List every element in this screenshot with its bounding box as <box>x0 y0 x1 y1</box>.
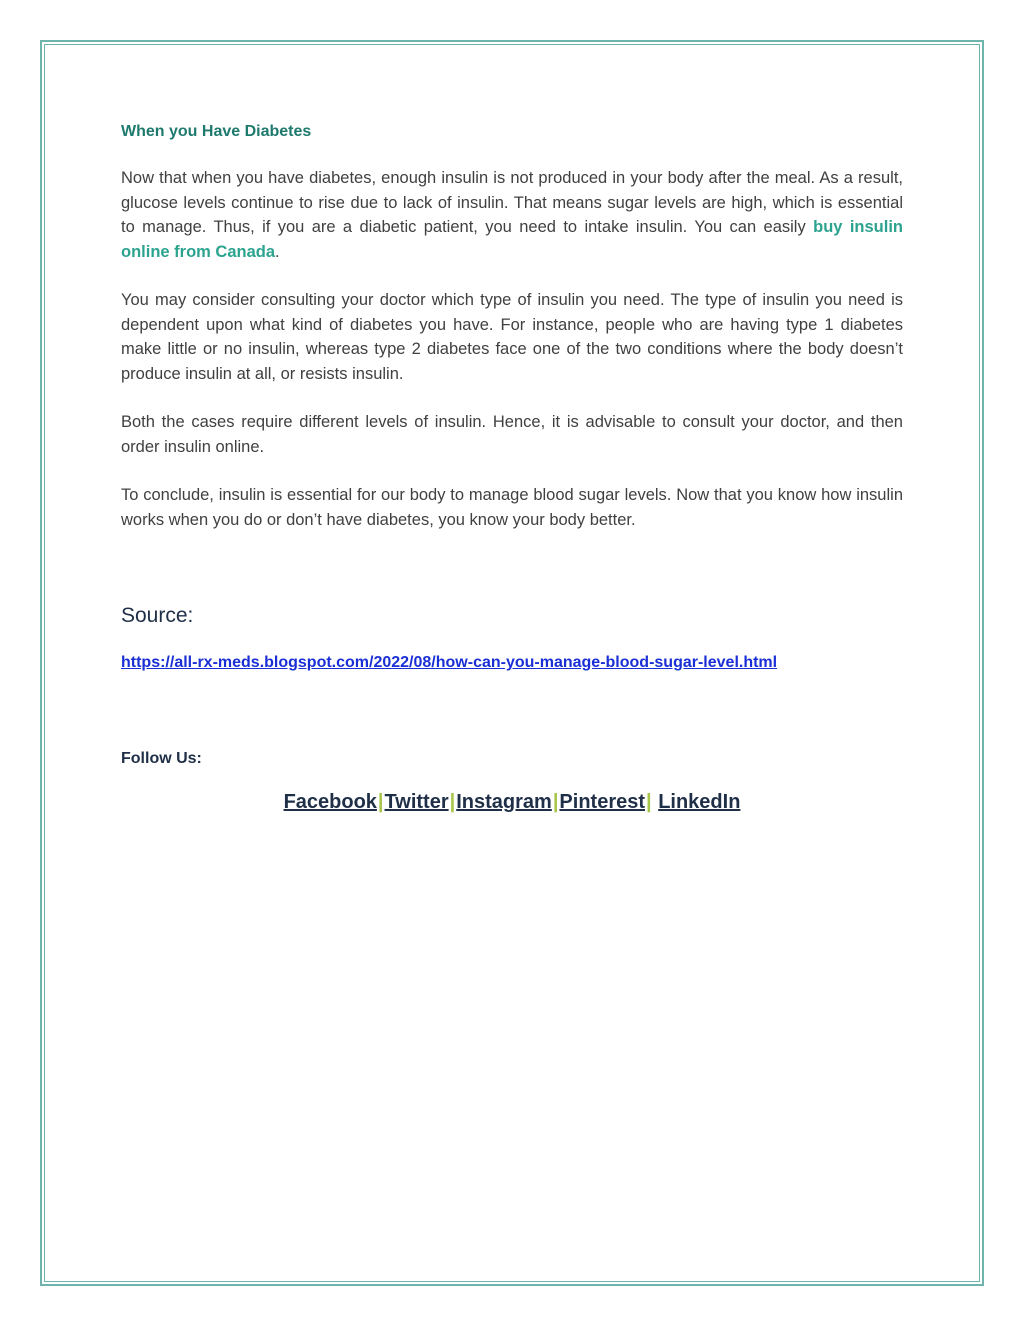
paragraph-4: To conclude, insulin is essential for our body to manage blood sugar levels. Now that you know how insulin works when you do or don’t have diabetes, you know your body better. <box>121 486 903 529</box>
section-heading: When you Have Diabetes <box>121 123 312 140</box>
paragraph-3: Both the cases require different levels of insulin. Hence, it is advisable to consult your doctor, and then order insulin online. <box>121 413 903 456</box>
buy-insulin-link[interactable]: buy insulin online from Canada <box>121 218 903 261</box>
separator: | <box>449 791 456 813</box>
twitter-link[interactable]: Twitter <box>384 791 449 813</box>
source-title: Source: <box>121 604 194 627</box>
separator: | <box>646 791 652 813</box>
paragraph-2: You may consider consulting your doctor which type of insulin you need. The type of insulin you need is dependent upon what kind of diabetes you have. For instance, people who are having type 1 diabetes make little or no insulin, whereas type 2 diabetes face one of the two conditions where the body doesn’t produce insulin at all, or resists insulin. <box>121 291 903 383</box>
paragraph-1-text: Now that when you have diabetes, enough insulin is not produced in your body after the meal. As a result, glucose levels continue to rise due to lack of insulin. That means sugar levels are high, which is essential to manage. Thus, if you are a diabetic patient, you need to intake insulin. You can easily <box>121 169 903 236</box>
separator: | <box>552 791 559 813</box>
instagram-link[interactable]: Instagram <box>456 791 552 813</box>
separator: | <box>377 791 384 813</box>
social-links-row <box>121 788 903 816</box>
paragraph-1-end: . <box>275 242 280 261</box>
facebook-link[interactable]: Facebook <box>283 791 377 813</box>
paragraph-1 <box>121 166 903 264</box>
document-body <box>121 120 903 816</box>
pinterest-link[interactable]: Pinterest <box>559 791 646 813</box>
source-url-link[interactable]: https://all-rx-meds.blogspot.com/2022/08/how-can-you-manage-blood-sugar-level.html <box>121 654 778 671</box>
linkedin-link[interactable]: LinkedIn <box>658 791 741 813</box>
follow-us-title: Follow Us: <box>121 750 202 767</box>
